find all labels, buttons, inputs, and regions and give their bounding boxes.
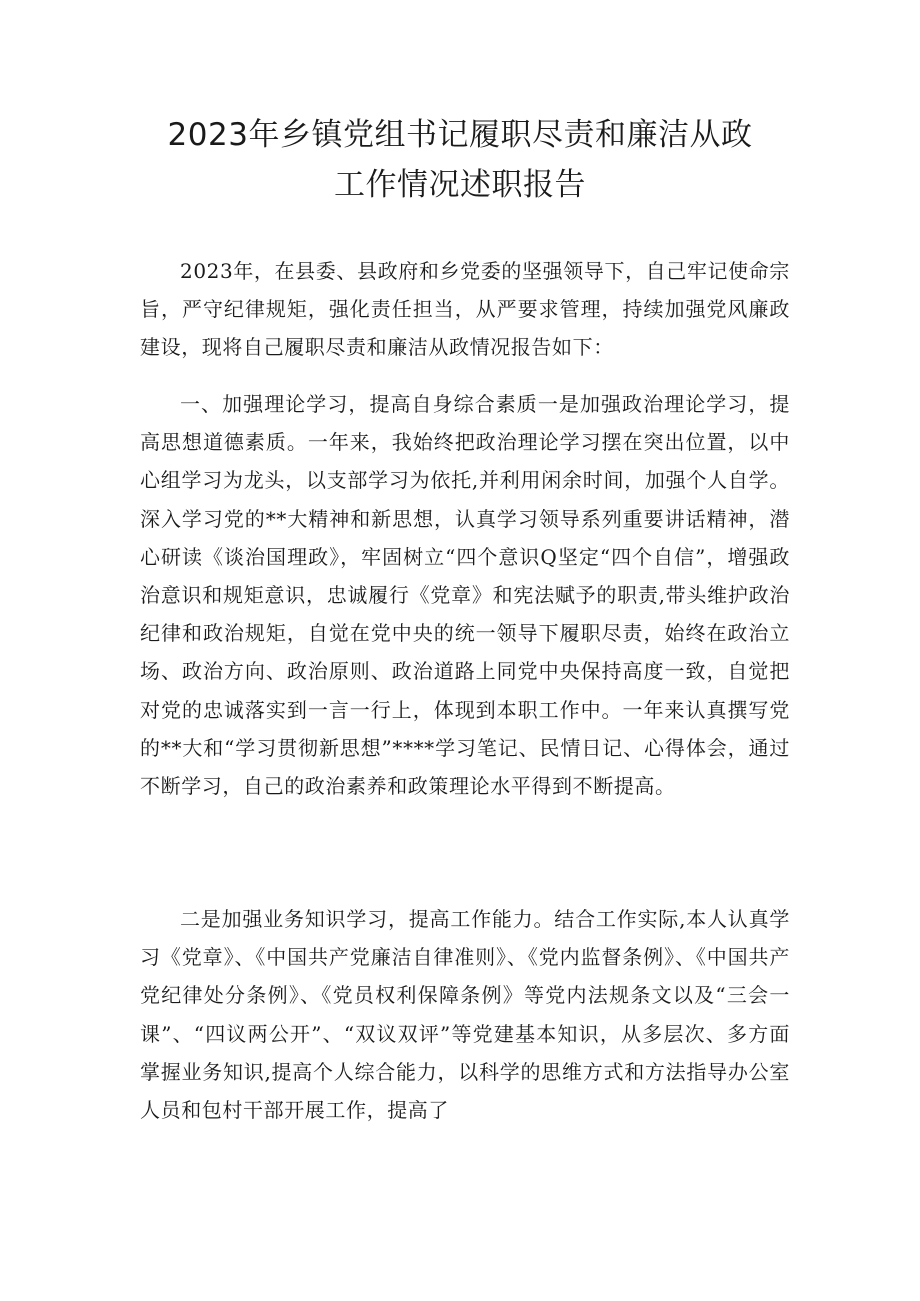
- paragraph-intro: 2023年，在县委、县政府和乡党委的坚强领导下，自己牢记使命宗旨，严守纪律规矩，强化责任担当，从严要求管理，持续加强党风廉政建设，现将自己履职尽责和廉洁从政情况报告如下：: [140, 259, 790, 360]
- paragraph-business-study: 二是加强业务知识学习，提高工作能力。结合工作实际,本人认真学习《党章》、《中国共产党廉洁自律准则》、《党内监督条例》、《中国共产党纪律处分条例》、《党员权利保障条例》等党内法规条文以及“三会一课”、“四议两公开”、“双议双评”等党建基本知识，从多层次、多方面掌握业务知识,提高个人综合能力，以科学的思维方式和方法指导办公室人员和包村干部开展工作，提高了: [140, 907, 790, 1123]
- paragraph-theory-study: 一、加强理论学习，提高自身综合素质一是加强政治理论学习，提高思想道德素质。一年来，我始终把政治理论学习摆在突出位置，以中心组学习为龙头，以支部学习为依托,并利用闲余时间，加强个人自学。深入学习党的**大精神和新思想，认真学习领导系列重要讲话精神，潜心研读《谈治国理政》，牢固树立“四个意识Q坚定“四个自信”，增强政治意识和规矩意识，忠诚履行《党章》和宪法赋予的职责,带头维护政治纪律和政治规矩，自觉在党中央的统一领导下履职尽责，始终在政治立场、政治方向、政治原则、政治道路上同党中央保持高度一致，自觉把对党的忠诚落实到一言一行上，体现到本职工作中。一年来认真撰写党的**大和“学习贯彻新思想”****学习笔记、民情日记、心得体会，通过不断学习，自己的政治素养和政策理论水平得到不断提高。: [140, 392, 790, 799]
- document-title-line-2: 工作情况述职报告: [334, 167, 586, 203]
- document-title-line-1: 2023年乡镇党组书记履职尽责和廉洁从政: [167, 117, 753, 153]
